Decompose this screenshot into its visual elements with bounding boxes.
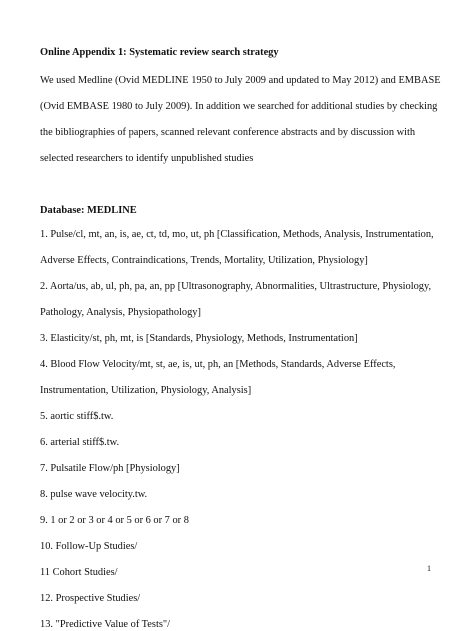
search-item-line: 6. arterial stiff$.tw.	[40, 437, 120, 448]
search-item-line: 8. pulse wave velocity.tw.	[40, 489, 148, 500]
search-item-line: 9. 1 or 2 or 3 or 4 or 5 or 6 or 7 or 8	[40, 515, 189, 526]
search-item-line: 5. aortic stiff$.tw.	[40, 411, 114, 422]
search-item	[40, 333, 440, 345]
database-heading: Database: MEDLINE	[40, 205, 137, 216]
page-content	[40, 47, 440, 631]
search-strategy-list	[40, 229, 440, 631]
search-item	[40, 489, 440, 501]
search-item-line: 3. Elasticity/st, ph, mt, is [Standards, Physiology, Methods, Instrumentation]	[40, 333, 358, 344]
search-item-line: Adverse Effects, Contraindications, Trends, Mortality, Utilization, Physiology]	[40, 255, 368, 266]
search-item-line: 13. "Predictive Value of Tests"/	[40, 619, 171, 630]
search-item-line: 12. Prospective Studies/	[40, 593, 141, 604]
search-item-line: Instrumentation, Utilization, Physiology, Analysis]	[40, 385, 252, 396]
search-item-line: 7. Pulsatile Flow/ph [Physiology]	[40, 463, 180, 474]
page-number: 1	[427, 564, 431, 573]
search-item	[40, 567, 440, 579]
intro-line: the bibliographies of papers, scanned relevant conference abstracts and by discussion with	[40, 127, 416, 138]
appendix-title: Online Appendix 1: Systematic review search strategy	[40, 47, 279, 58]
search-item	[40, 229, 440, 267]
intro-line: (Ovid EMBASE 1980 to July 2009). In addition we searched for additional studies by checking	[40, 101, 438, 112]
search-item	[40, 593, 440, 605]
search-item	[40, 281, 440, 319]
search-item	[40, 463, 440, 475]
search-item-line: 4. Blood Flow Velocity/mt, st, ae, is, ut, ph, an [Methods, Standards, Adverse Effects,	[40, 359, 396, 370]
search-item-line: 2. Aorta/us, ab, ul, ph, pa, an, pp [Ultrasonography, Abnormalities, Ultrastructure, Physiology,	[40, 281, 432, 292]
search-item-line: 11 Cohort Studies/	[40, 567, 118, 578]
search-item	[40, 619, 440, 631]
search-item	[40, 437, 440, 449]
search-item-line: Pathology, Analysis, Physiopathology]	[40, 307, 201, 318]
search-item	[40, 411, 440, 423]
search-item	[40, 541, 440, 553]
intro-line: selected researchers to identify unpublished studies	[40, 153, 254, 164]
intro-line: We used Medline (Ovid MEDLINE 1950 to July 2009 and updated to May 2012) and EMBASE	[40, 75, 441, 86]
search-item	[40, 515, 440, 527]
intro-paragraph	[40, 75, 440, 165]
search-item-line: 10. Follow-Up Studies/	[40, 541, 138, 552]
search-item	[40, 359, 440, 397]
search-item-line: 1. Pulse/cl, mt, an, is, ae, ct, td, mo, ut, ph [Classification, Methods, Analysis, Instrumentation,	[40, 229, 434, 240]
